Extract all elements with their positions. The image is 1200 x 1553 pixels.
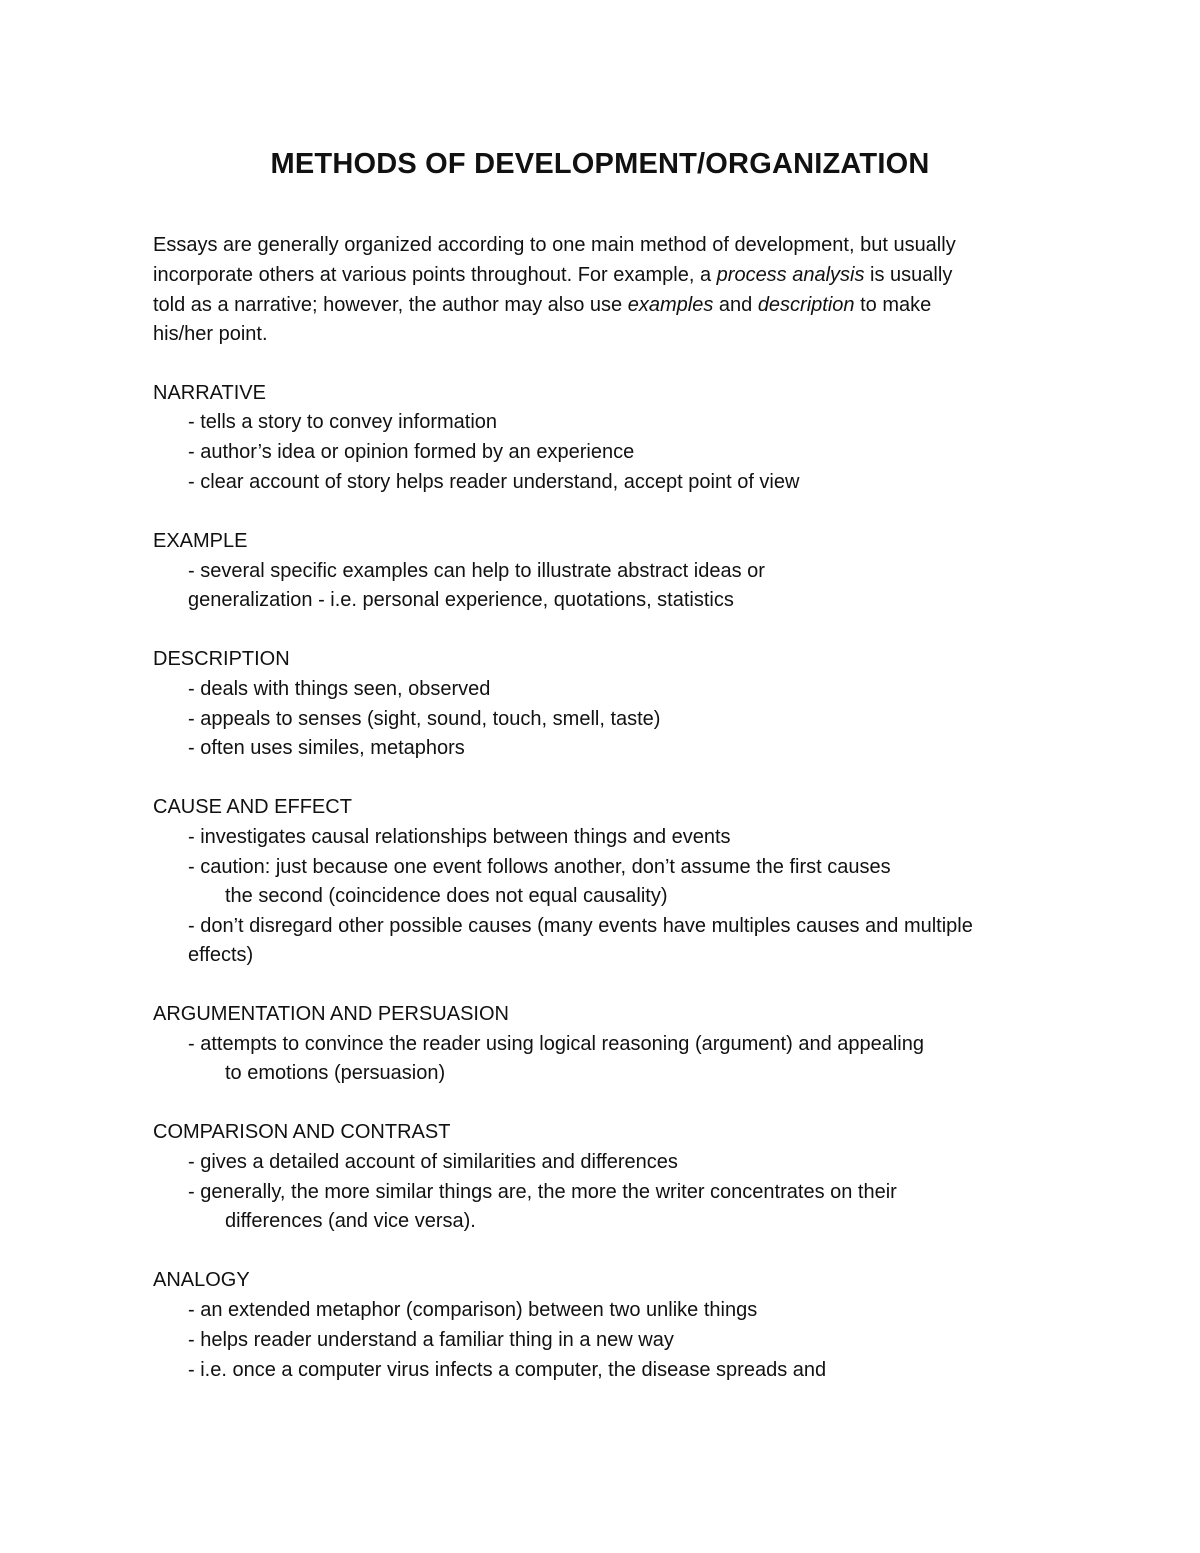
cause-effect-bullet-3-cont: effects): [188, 944, 254, 966]
argumentation-bullet-1-cont: to emotions (persuasion): [225, 1062, 446, 1084]
examples-emphasis: examples: [627, 294, 714, 316]
intro-line-4: his/her point.: [153, 323, 268, 345]
analogy-bullet-1: - an extended metaphor (comparison) between two unlike things: [188, 1299, 758, 1321]
analogy-bullet-2: - helps reader understand a familiar thing in a new way: [188, 1329, 674, 1351]
comparison-bullet-2: - generally, the more similar things are, the more the writer concentrates on their: [188, 1181, 897, 1203]
cause-effect-bullet-3: - don’t disregard other possible causes (many events have multiples causes and multiple: [188, 915, 973, 937]
section-heading-example: EXAMPLE: [153, 530, 248, 552]
section-heading-analogy: ANALOGY: [153, 1269, 250, 1291]
cause-effect-bullet-2-cont: the second (coincidence does not equal causality): [225, 885, 668, 907]
description-bullet-3: - often uses similes, metaphors: [188, 737, 465, 759]
comparison-bullet-1: - gives a detailed account of similarities and differences: [188, 1151, 678, 1173]
section-heading-comparison: COMPARISON AND CONTRAST: [153, 1121, 451, 1143]
description-bullet-1: - deals with things seen, observed: [188, 678, 491, 700]
analogy-bullet-3: - i.e. once a computer virus infects a computer, the disease spreads and: [188, 1359, 827, 1381]
narrative-bullet-2: - author’s idea or opinion formed by an experience: [188, 441, 635, 463]
cause-effect-bullet-2: - caution: just because one event follows another, don’t assume the first causes: [188, 856, 891, 878]
description-bullet-2: - appeals to senses (sight, sound, touch, smell, taste): [188, 708, 661, 730]
section-heading-argumentation: ARGUMENTATION AND PERSUASION: [153, 1003, 509, 1025]
argumentation-bullet-1: - attempts to convince the reader using logical reasoning (argument) and appealing: [188, 1033, 924, 1055]
cause-effect-bullet-1: - investigates causal relationships between things and events: [188, 826, 731, 848]
section-heading-description: DESCRIPTION: [153, 648, 290, 670]
example-bullet-1-cont: generalization - i.e. personal experience, quotations, statistics: [188, 589, 734, 611]
process-analysis-emphasis: process analysis: [716, 264, 865, 286]
description-emphasis: description: [757, 294, 855, 316]
narrative-bullet-3: - clear account of story helps reader understand, accept point of view: [188, 471, 800, 493]
comparison-bullet-2-cont: differences (and vice versa).: [225, 1210, 476, 1232]
section-heading-cause-effect: CAUSE AND EFFECT: [153, 796, 352, 818]
intro-line-2: incorporate others at various points throughout. For example, a process analysis is usually: [153, 264, 953, 286]
example-bullet-1: - several specific examples can help to illustrate abstract ideas or: [188, 560, 765, 582]
section-heading-narrative: NARRATIVE: [153, 382, 266, 404]
narrative-bullet-1: - tells a story to convey information: [188, 411, 498, 433]
intro-line-3: told as a narrative; however, the author may also use examples and description to make: [153, 294, 932, 316]
page-title: METHODS OF DEVELOPMENT/ORGANIZATION: [270, 148, 930, 180]
intro-line-1: Essays are generally organized according to one main method of development, but usually: [153, 234, 956, 256]
